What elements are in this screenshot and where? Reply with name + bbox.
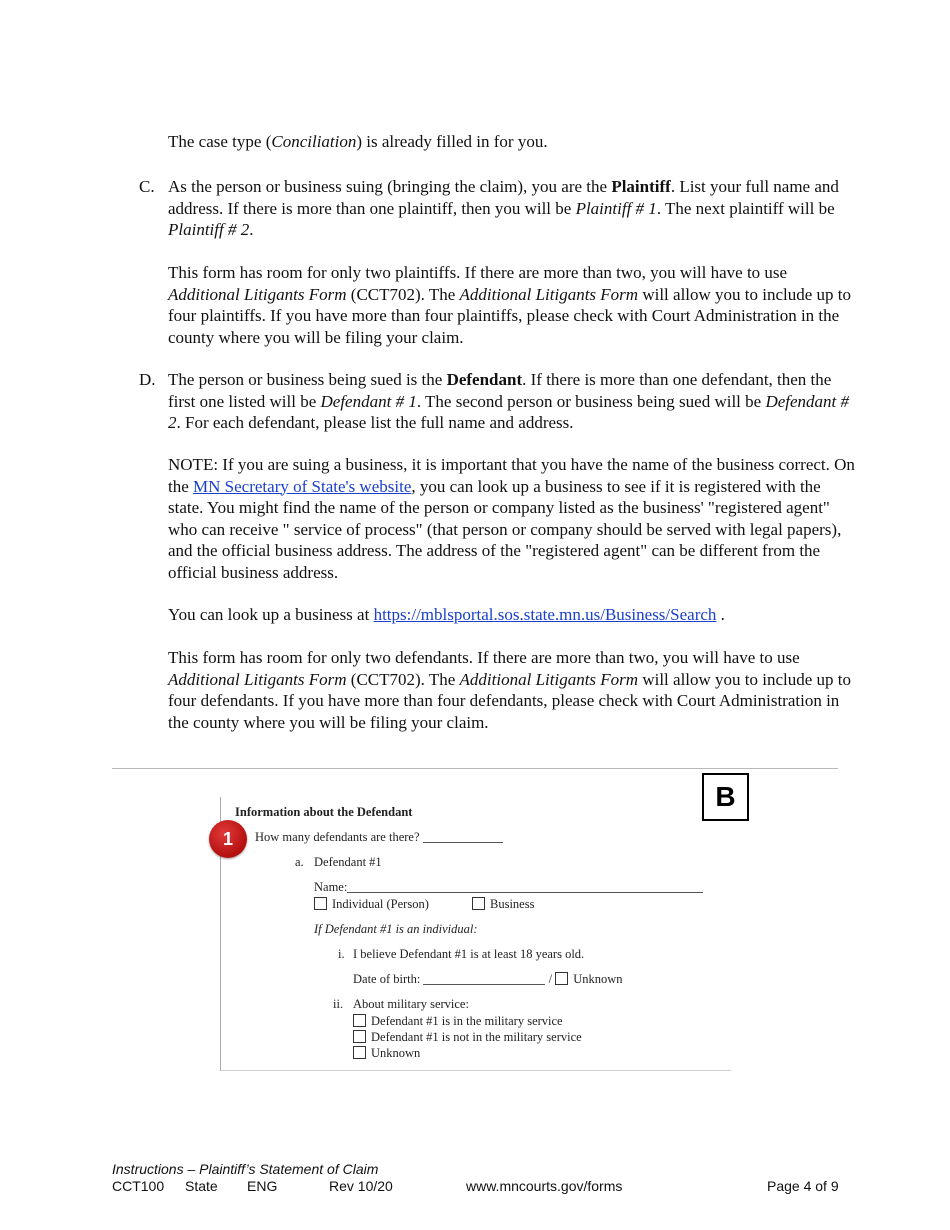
case-type-text: The case type (Conciliation) is already filled in for you.	[168, 132, 548, 151]
item-a-number: a.	[295, 855, 304, 869]
footer-title: Instructions – Plaintiff’s Statement of Claim	[112, 1161, 379, 1177]
section-d-note: NOTE: If you are suing a business, it is important that you have the name of the business correct. On the MN Secretary of State's website, you can look up a business to see if it is registered with the state. You might find the name of the person or company listed as the business' "registered agent" who can receive " service of process" (that person or company should be served with legal papers), and the official business address. The address of the "registered agent" can be different from the official business address.	[168, 455, 855, 582]
item-i-number: i.	[338, 947, 345, 961]
step-number-badge: 1	[209, 820, 247, 858]
footer-revision: Rev 10/20	[329, 1178, 393, 1194]
footer-page-number: Page 4 of 9	[767, 1178, 839, 1194]
military-heading: About military service:	[353, 997, 469, 1011]
section-c-letter: C.	[139, 177, 155, 196]
section-divider	[112, 768, 838, 769]
military-checkbox-1	[353, 1014, 366, 1027]
dob-line	[423, 972, 545, 985]
figure-label-box: B	[702, 773, 749, 821]
defendant-form-figure	[220, 797, 731, 1071]
name-line	[347, 880, 703, 893]
age-statement: I believe Defendant #1 is at least 18 years old.	[353, 947, 585, 961]
section-c-paragraph-2: This form has room for only two plaintiffs. If there are more than two, you will have to use Additional Litigants Form (CCT702). The Additional Litigants Form will allow you to include up to four plaintiffs. If you have more than four plaintiffs, please check with Court Administration in the county where you will be filing your claim.	[168, 263, 852, 347]
dob-unknown-checkbox	[555, 972, 568, 985]
item-ii-number: ii.	[333, 997, 344, 1011]
dob-field: Date of birth: / Unknown	[353, 972, 623, 986]
business-option: Business	[472, 896, 534, 912]
individual-option: Individual (Person)	[314, 896, 429, 912]
section-c-paragraph-1: As the person or business suing (bringing the claim), you are the Plaintiff. List your full name and address. If there is more than one plaintiff, then you will be Plaintiff # 1. The next plaintiff will be Plaintiff # 2.	[168, 177, 839, 239]
figure-heading: Information about the Defendant	[235, 805, 413, 819]
individual-checkbox	[314, 897, 327, 910]
military-option-3: Unknown	[353, 1045, 420, 1061]
section-d-letter: D.	[139, 370, 156, 389]
name-field: Name:	[314, 879, 703, 895]
military-option-2: Defendant #1 is not in the military service	[353, 1029, 582, 1045]
military-checkbox-3	[353, 1046, 366, 1059]
footer-form-number: CCT100	[112, 1178, 165, 1194]
section-d-paragraph-1: The person or business being sued is the Defendant. If there is more than one defendant, then the first one listed will be Defendant # 1. The second person or business being sued will be Defendant # 2. For each defendant, please list the full name and address.	[168, 370, 850, 432]
footer-state: State	[185, 1178, 218, 1194]
footer-url: www.mncourts.gov/forms	[466, 1178, 623, 1194]
if-individual-note: If Defendant #1 is an individual:	[314, 922, 478, 936]
defendant-count-line	[423, 830, 503, 843]
business-checkbox	[472, 897, 485, 910]
business-search-link[interactable]: https://mblsportal.sos.state.mn.us/Business/Search	[373, 605, 717, 624]
defendant-count-question: How many defendants are there?	[255, 829, 503, 845]
defendant-1-label: Defendant #1	[314, 855, 382, 869]
military-option-1: Defendant #1 is in the military service	[353, 1013, 563, 1029]
section-d-paragraph-3: This form has room for only two defendants. If there are more than two, you will have to use Additional Litigants Form (CCT702). The Additional Litigants Form will allow you to include up to four defendants. If you have more than four defendants, please check with Court Administration in the county where you will be filing your claim.	[168, 648, 852, 732]
footer-language: ENG	[247, 1178, 278, 1194]
section-d-lookup: You can look up a business at https://mblsportal.sos.state.mn.us/Business/Search .	[168, 605, 725, 624]
military-checkbox-2	[353, 1030, 366, 1043]
sos-website-link[interactable]: MN Secretary of State's website	[193, 476, 412, 496]
